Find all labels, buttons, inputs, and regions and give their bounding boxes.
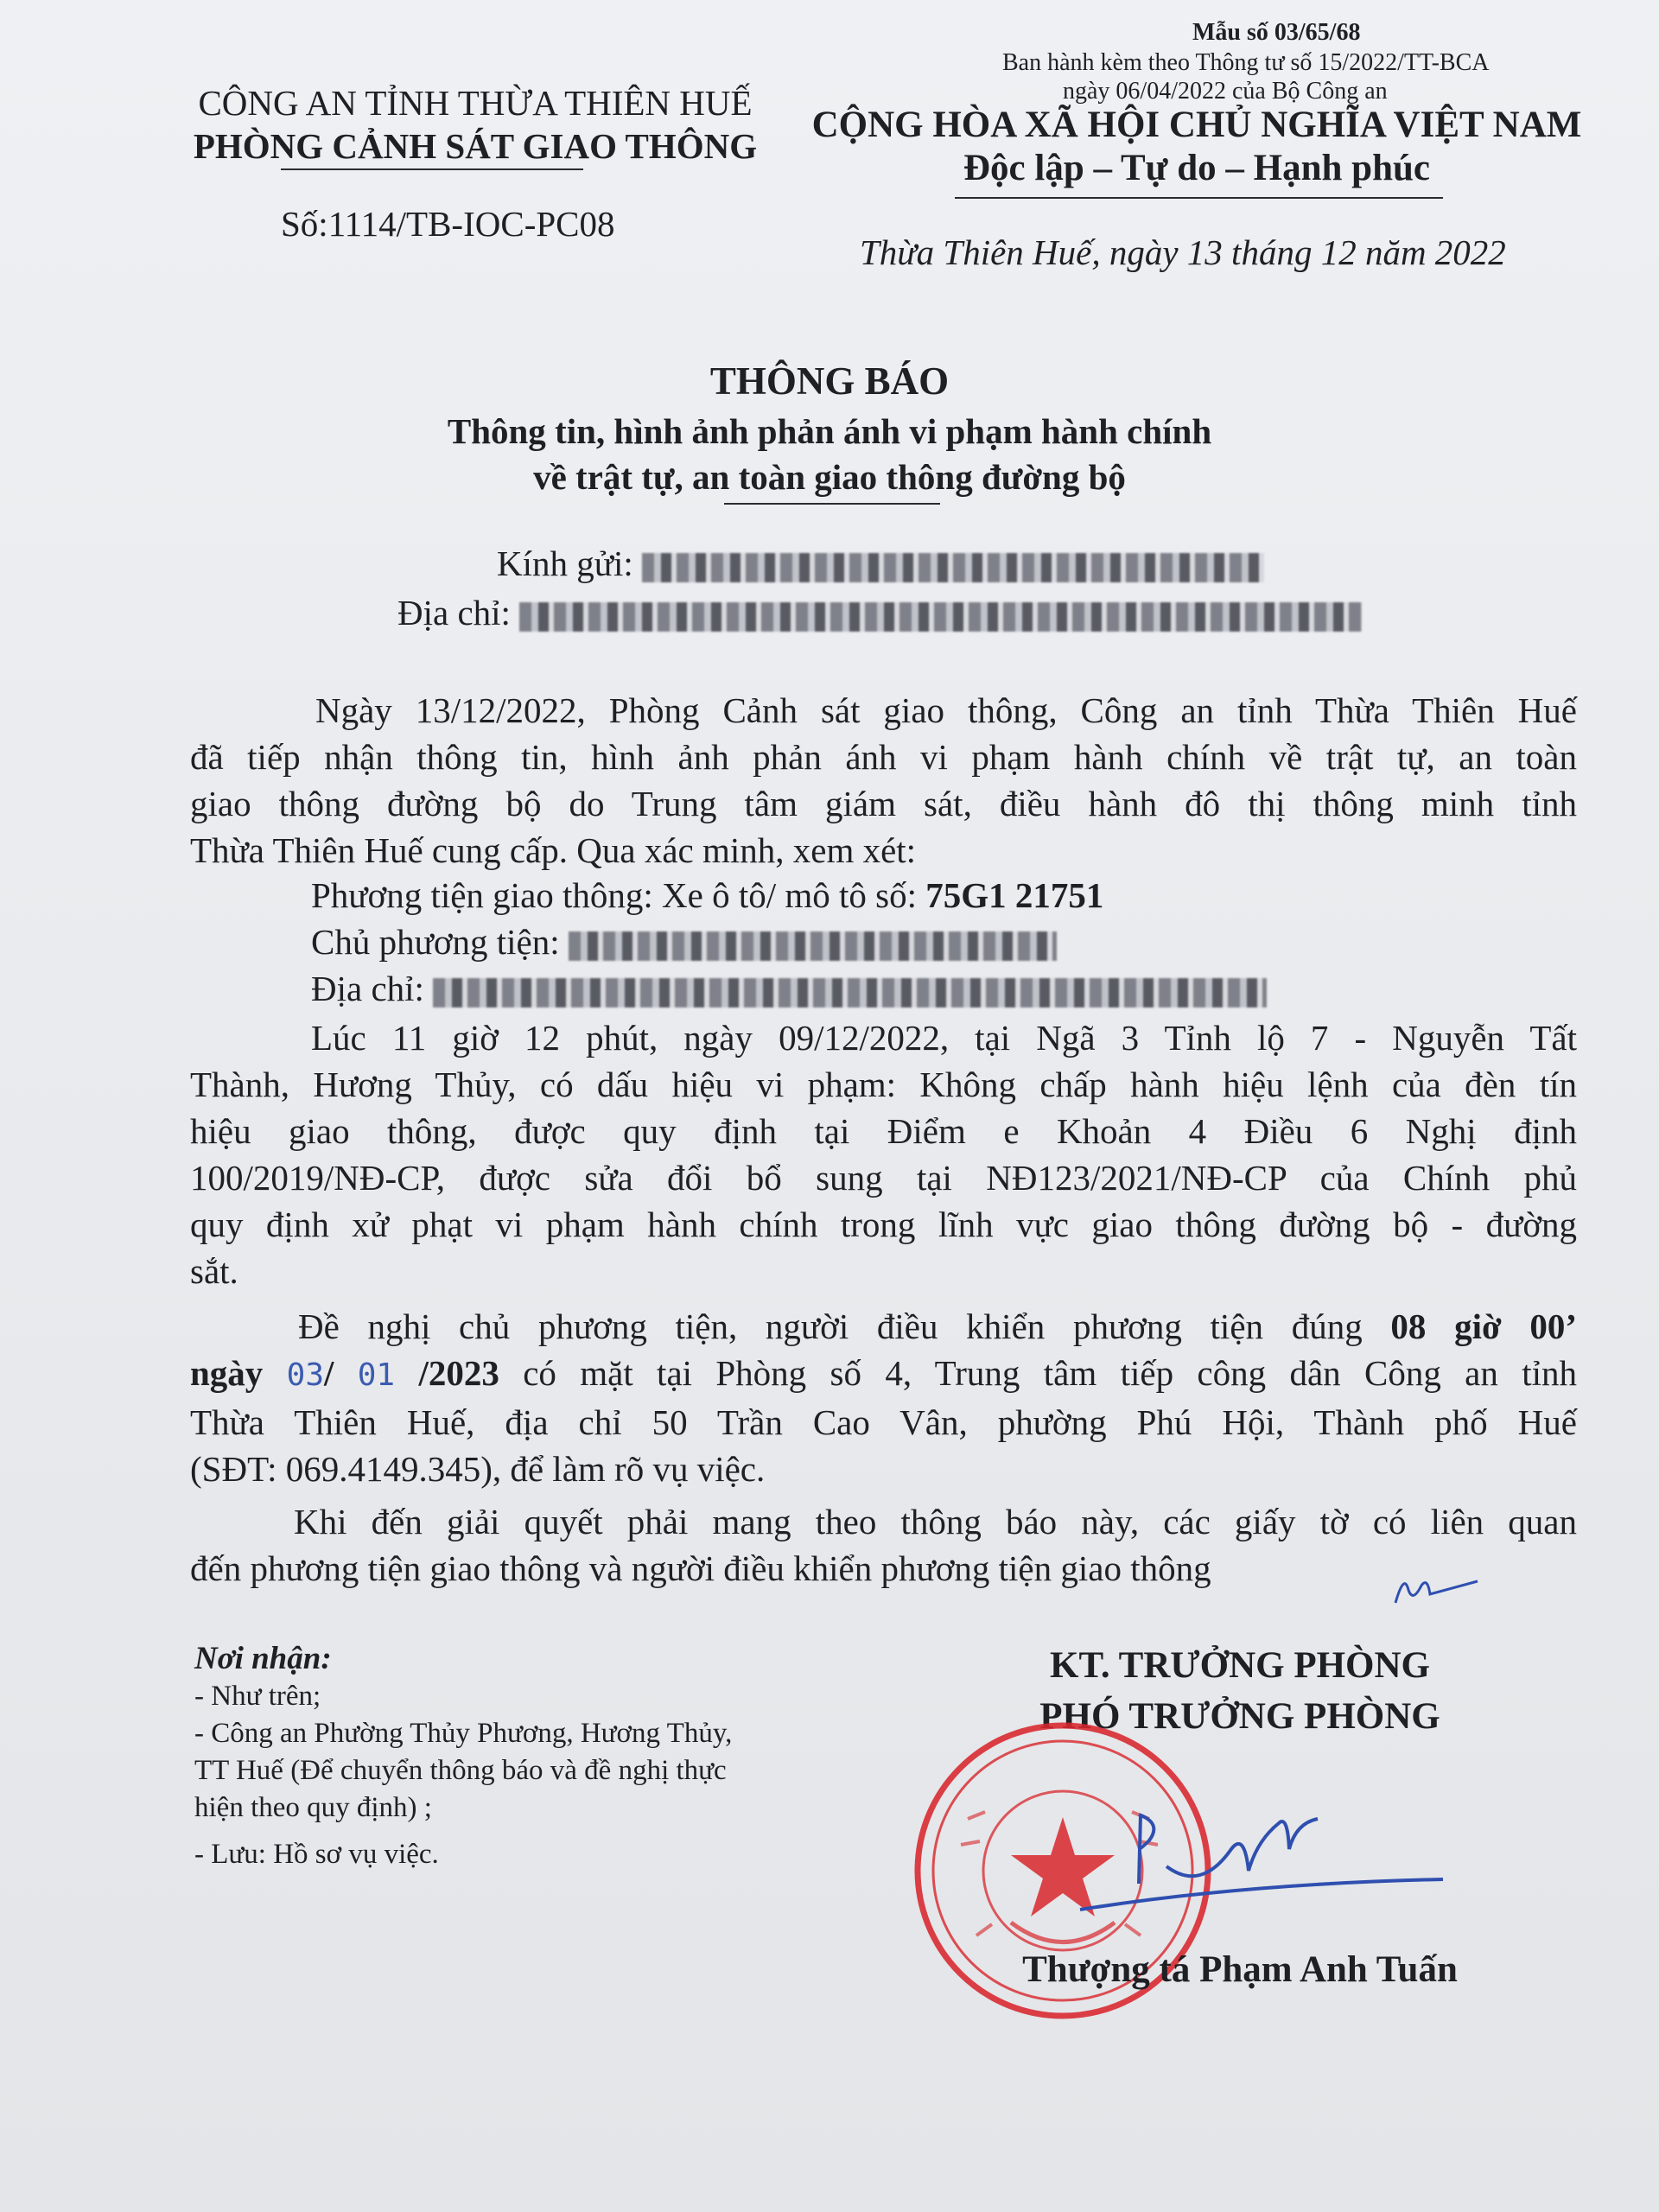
recipient-label: Kính gửi: (497, 543, 633, 583)
signer-title-1: KT. TRƯỞNG PHÒNG (1050, 1645, 1430, 1686)
national-motto: Độc lập – Tự do – Hạnh phúc (963, 148, 1430, 188)
owner-address-redacted (433, 978, 1267, 1007)
p2-line-5: quy định xử phạt vi phạm hành chính trong lĩnh vực giao thông đường bộ - đường (190, 1205, 1577, 1244)
p3-line-3: Thừa Thiên Huế, địa chỉ 50 Trần Cao Vân, phường Phú Hội, Thành phố Huế (190, 1402, 1577, 1442)
appointment-day-label: ngày (190, 1353, 264, 1393)
subtitle-underline (724, 503, 940, 505)
agency-name: PHÒNG CẢNH SÁT GIAO THÔNG (193, 126, 758, 166)
document-title: THÔNG BÁO (709, 359, 950, 403)
recipients-line-4: hiện theo quy định) ; (194, 1792, 432, 1823)
recipients-heading: Nơi nhận: (194, 1641, 332, 1676)
recipients-line-5: - Lưu: Hồ sơ vụ việc. (194, 1839, 439, 1870)
recipient-name-redacted (642, 553, 1264, 582)
document-number: Số:1114/TB-IOC-PC08 (281, 204, 615, 244)
p2-line-3: hiệu giao thông, được quy định tại Điểm e Khoản 4 Điều 6 Nghị định (190, 1111, 1577, 1151)
p2-line-2: Thành, Hương Thủy, có dấu hiệu vi phạm: Không chấp hành hiệu lệnh của đèn tín (190, 1065, 1577, 1104)
appointment-month-handwritten: 01 (357, 1357, 396, 1393)
signer-title-2: PHÓ TRƯỞNG PHÒNG (1039, 1696, 1440, 1737)
motto-underline (955, 197, 1443, 199)
recipients-line-3: TT Huế (Để chuyển thông báo và đề nghị thực (194, 1755, 727, 1786)
owner-line (311, 921, 1057, 963)
paragraph-violation (190, 1014, 1577, 1294)
p3-line-2: ngày 03/ 01 /2023 có mặt tại Phòng số 4, Trung tâm tiếp công dân Công an tỉnh (190, 1353, 1577, 1393)
country-name: CỘNG HÒA XÃ HỘI CHỦ NGHĨA VIỆT NAM (811, 105, 1582, 145)
p4-line-1: Khi đến giải quyết phải mang theo thông báo này, các giấy tờ có liên quan (294, 1502, 1577, 1541)
vehicle-label: Phương tiện giao thông: Xe ô tô/ mô tô số: (311, 875, 918, 915)
p3-line-1-text: Đề nghị chủ phương tiện, người điều khiển phương tiện đúng (298, 1306, 1363, 1346)
address-label: Địa chỉ: (397, 593, 511, 632)
recipients-line-2: - Công an Phường Thủy Phương, Hương Thủy, (194, 1718, 733, 1749)
appointment-year: /2023 (418, 1353, 499, 1393)
document-subtitle-1: Thông tin, hình ảnh phản ánh vi phạm hành chính (447, 411, 1212, 451)
agency-underline (281, 168, 583, 170)
p3-line-4: (SĐT: 069.4149.345), để làm rõ vụ việc. (190, 1449, 766, 1489)
document-subtitle-2: về trật tự, an toàn giao thông đường bộ (533, 457, 1126, 497)
p1-line-4: Thừa Thiên Huế cung cấp. Qua xác minh, xem xét: (190, 830, 917, 870)
owner-address-label: Địa chỉ: (311, 969, 424, 1008)
address-redacted (519, 602, 1362, 632)
form-issued-with: Ban hành kèm theo Thông tư số 15/2022/TT-BCA (1002, 49, 1490, 76)
p3-line-2-text: có mặt tại Phòng số 4, Trung tâm tiếp công dân Công an tỉnh (523, 1353, 1577, 1393)
p2-line-1: Lúc 11 giờ 12 phút, ngày 09/12/2022, tại Ngã 3 Tỉnh lộ 7 - Nguyễn Tất (311, 1018, 1577, 1058)
p1-line-3: giao thông đường bộ do Trung tâm giám sát, điều hành đô thị thông minh tỉnh (190, 784, 1577, 823)
vehicle-plate: 75G1 21751 (925, 875, 1104, 915)
p4-line-2: đến phương tiện giao thông và người điều khiển phương tiện giao thông (190, 1548, 1211, 1588)
place-date: Thừa Thiên Huế, ngày 13 tháng 12 năm 2022 (860, 232, 1506, 272)
owner-address-line (311, 968, 1267, 1009)
owner-label: Chủ phương tiện: (311, 922, 560, 962)
appointment-time: 08 giờ 00’ (1390, 1306, 1578, 1346)
recipient-line (497, 543, 1264, 584)
form-number: Mẫu số 03/65/68 (1192, 19, 1361, 46)
vehicle-line (311, 874, 1103, 916)
owner-name-redacted (569, 931, 1057, 961)
form-issued-date: ngày 06/04/2022 của Bộ Công an (1063, 78, 1388, 105)
handwritten-signature (1071, 1789, 1452, 1927)
p1-line-1: Ngày 13/12/2022, Phòng Cảnh sát giao thông, Công an tỉnh Thừa Thiên Huế (315, 690, 1577, 730)
paragraph-summons (190, 1303, 1577, 1492)
p2-line-4: 100/2019/NĐ-CP, được sửa đổi bổ sung tại NĐ123/2021/NĐ-CP của Chính phủ (190, 1158, 1577, 1198)
p2-line-6: sắt. (190, 1251, 238, 1291)
recipients-line-1: - Như trên; (194, 1681, 321, 1712)
p1-line-2: đã tiếp nhận thông tin, hình ảnh phản ánh vi phạm hành chính về trật tự, an toàn (190, 737, 1577, 777)
agency-parent: CÔNG AN TỈNH THỪA THIÊN HUẾ (198, 83, 753, 123)
paragraph-bring-documents (190, 1498, 1577, 1592)
signer-name: Thượng tá Phạm Anh Tuấn (1022, 1949, 1458, 1990)
appointment-day-handwritten: 03 (286, 1357, 325, 1393)
paragraph-received (190, 687, 1577, 874)
p3-line-1 (190, 1303, 1577, 1350)
address-line (397, 592, 1362, 633)
initials-mark (1382, 1555, 1486, 1616)
